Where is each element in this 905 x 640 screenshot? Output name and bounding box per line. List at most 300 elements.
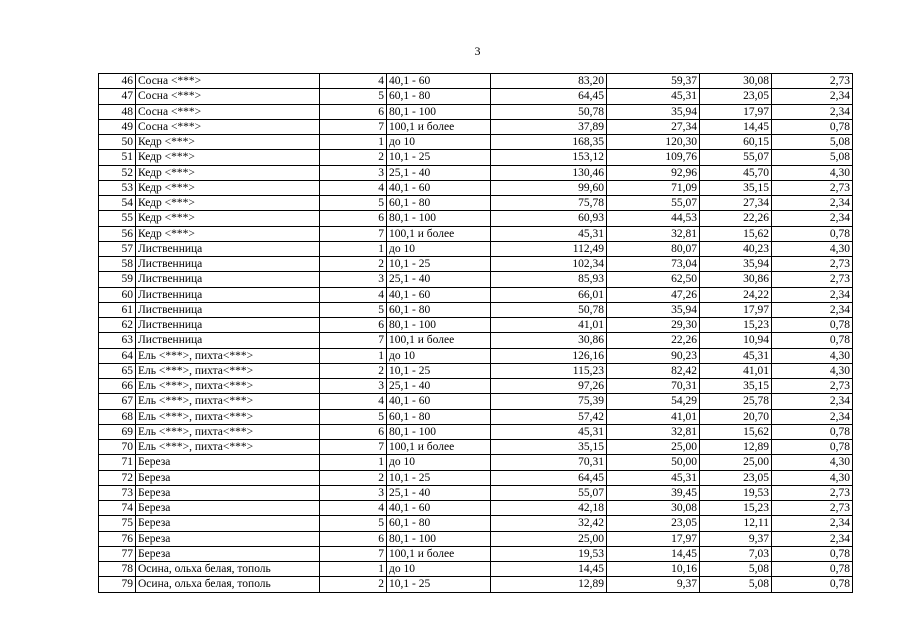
category-cell: 4 (320, 287, 387, 302)
value-1-cell: 115,23 (491, 363, 607, 378)
diameter-range-cell: 40,1 - 60 (387, 287, 491, 302)
row-number-cell: 69 (99, 424, 136, 439)
value-1-cell: 70,31 (491, 455, 607, 470)
value-1-cell: 75,39 (491, 394, 607, 409)
table-row (99, 165, 853, 180)
category-cell: 3 (320, 379, 387, 394)
value-1-cell: 83,20 (491, 74, 607, 89)
table-row (99, 302, 853, 317)
species-cell: Ель <***>, пихта<***> (136, 379, 320, 394)
value-1-cell: 32,42 (491, 516, 607, 531)
value-1-cell: 12,89 (491, 577, 607, 592)
category-cell: 7 (320, 546, 387, 561)
value-4-cell: 0,78 (772, 440, 853, 455)
value-2-cell: 10,16 (607, 562, 700, 577)
diameter-range-cell: 80,1 - 100 (387, 424, 491, 439)
row-number-cell: 62 (99, 318, 136, 333)
diameter-range-cell: 100,1 и более (387, 333, 491, 348)
value-4-cell: 4,30 (772, 363, 853, 378)
value-3-cell: 35,15 (700, 180, 772, 195)
row-number-cell: 66 (99, 379, 136, 394)
species-cell: Сосна <***> (136, 74, 320, 89)
row-number-cell: 65 (99, 363, 136, 378)
value-1-cell: 97,26 (491, 379, 607, 394)
value-1-cell: 168,35 (491, 135, 607, 150)
value-3-cell: 17,97 (700, 302, 772, 317)
value-3-cell: 35,15 (700, 379, 772, 394)
diameter-range-cell: 100,1 и более (387, 546, 491, 561)
diameter-range-cell: до 10 (387, 348, 491, 363)
category-cell: 7 (320, 440, 387, 455)
value-3-cell: 23,05 (700, 89, 772, 104)
category-cell: 6 (320, 318, 387, 333)
value-2-cell: 29,30 (607, 318, 700, 333)
table-row (99, 211, 853, 226)
species-cell: Береза (136, 485, 320, 500)
diameter-range-cell: 80,1 - 100 (387, 531, 491, 546)
row-number-cell: 72 (99, 470, 136, 485)
diameter-range-cell: 10,1 - 25 (387, 470, 491, 485)
diameter-range-cell: 100,1 и более (387, 119, 491, 134)
value-4-cell: 2,73 (772, 485, 853, 500)
value-1-cell: 55,07 (491, 485, 607, 500)
species-cell: Кедр <***> (136, 211, 320, 226)
value-1-cell: 130,46 (491, 165, 607, 180)
value-4-cell: 0,78 (772, 562, 853, 577)
species-cell: Лиственница (136, 318, 320, 333)
category-cell: 5 (320, 409, 387, 424)
row-number-cell: 74 (99, 501, 136, 516)
row-number-cell: 78 (99, 562, 136, 577)
diameter-range-cell: 10,1 - 25 (387, 363, 491, 378)
diameter-range-cell: 80,1 - 100 (387, 318, 491, 333)
value-3-cell: 25,78 (700, 394, 772, 409)
row-number-cell: 73 (99, 485, 136, 500)
category-cell: 6 (320, 424, 387, 439)
value-2-cell: 27,34 (607, 119, 700, 134)
value-3-cell: 45,70 (700, 165, 772, 180)
value-3-cell: 41,01 (700, 363, 772, 378)
row-number-cell: 52 (99, 165, 136, 180)
value-1-cell: 66,01 (491, 287, 607, 302)
value-3-cell: 5,08 (700, 562, 772, 577)
row-number-cell: 54 (99, 196, 136, 211)
table-row (99, 394, 853, 409)
diameter-range-cell: 60,1 - 80 (387, 409, 491, 424)
value-3-cell: 55,07 (700, 150, 772, 165)
value-3-cell: 10,94 (700, 333, 772, 348)
value-2-cell: 35,94 (607, 302, 700, 317)
value-4-cell: 2,34 (772, 394, 853, 409)
value-2-cell: 44,53 (607, 211, 700, 226)
value-4-cell: 0,78 (772, 424, 853, 439)
value-3-cell: 20,70 (700, 409, 772, 424)
table-row (99, 89, 853, 104)
value-3-cell: 7,03 (700, 546, 772, 561)
diameter-range-cell: до 10 (387, 241, 491, 256)
category-cell: 4 (320, 394, 387, 409)
row-number-cell: 61 (99, 302, 136, 317)
row-number-cell: 75 (99, 516, 136, 531)
table-row (99, 348, 853, 363)
value-3-cell: 15,62 (700, 226, 772, 241)
value-1-cell: 153,12 (491, 150, 607, 165)
value-1-cell: 45,31 (491, 424, 607, 439)
species-cell: Лиственница (136, 302, 320, 317)
species-cell: Ель <***>, пихта<***> (136, 348, 320, 363)
value-3-cell: 27,34 (700, 196, 772, 211)
value-4-cell: 5,08 (772, 150, 853, 165)
value-1-cell: 37,89 (491, 119, 607, 134)
value-4-cell: 4,30 (772, 165, 853, 180)
species-cell: Ель <***>, пихта<***> (136, 409, 320, 424)
species-cell: Лиственница (136, 257, 320, 272)
value-4-cell: 2,73 (772, 180, 853, 195)
value-2-cell: 32,81 (607, 424, 700, 439)
value-1-cell: 35,15 (491, 440, 607, 455)
species-cell: Лиственница (136, 333, 320, 348)
row-number-cell: 76 (99, 531, 136, 546)
diameter-range-cell: 10,1 - 25 (387, 577, 491, 592)
species-cell: Осина, ольха белая, тополь (136, 577, 320, 592)
species-cell: Кедр <***> (136, 135, 320, 150)
value-4-cell: 2,73 (772, 257, 853, 272)
value-2-cell: 92,96 (607, 165, 700, 180)
value-2-cell: 35,94 (607, 104, 700, 119)
value-1-cell: 75,78 (491, 196, 607, 211)
row-number-cell: 53 (99, 180, 136, 195)
row-number-cell: 57 (99, 241, 136, 256)
value-4-cell: 2,34 (772, 287, 853, 302)
diameter-range-cell: до 10 (387, 455, 491, 470)
category-cell: 1 (320, 135, 387, 150)
category-cell: 3 (320, 165, 387, 180)
page-number: 3 (474, 44, 481, 58)
table-row (99, 318, 853, 333)
table-row (99, 501, 853, 516)
value-4-cell: 2,73 (772, 74, 853, 89)
row-number-cell: 60 (99, 287, 136, 302)
category-cell: 2 (320, 363, 387, 378)
table-row (99, 226, 853, 241)
row-number-cell: 64 (99, 348, 136, 363)
value-1-cell: 112,49 (491, 241, 607, 256)
diameter-range-cell: до 10 (387, 135, 491, 150)
table-row (99, 409, 853, 424)
row-number-cell: 56 (99, 226, 136, 241)
value-2-cell: 71,09 (607, 180, 700, 195)
species-cell: Береза (136, 501, 320, 516)
value-3-cell: 35,94 (700, 257, 772, 272)
value-1-cell: 64,45 (491, 89, 607, 104)
value-4-cell: 4,30 (772, 241, 853, 256)
species-cell: Береза (136, 516, 320, 531)
value-4-cell: 0,78 (772, 318, 853, 333)
row-number-cell: 63 (99, 333, 136, 348)
category-cell: 5 (320, 516, 387, 531)
value-2-cell: 23,05 (607, 516, 700, 531)
species-cell: Кедр <***> (136, 150, 320, 165)
value-2-cell: 70,31 (607, 379, 700, 394)
diameter-range-cell: 60,1 - 80 (387, 516, 491, 531)
value-3-cell: 30,86 (700, 272, 772, 287)
value-4-cell: 2,34 (772, 409, 853, 424)
value-2-cell: 39,45 (607, 485, 700, 500)
diameter-range-cell: 10,1 - 25 (387, 257, 491, 272)
species-cell: Сосна <***> (136, 119, 320, 134)
value-4-cell: 4,30 (772, 455, 853, 470)
category-cell: 5 (320, 89, 387, 104)
table-row (99, 287, 853, 302)
value-2-cell: 14,45 (607, 546, 700, 561)
value-3-cell: 23,05 (700, 470, 772, 485)
value-4-cell: 2,34 (772, 211, 853, 226)
value-1-cell: 41,01 (491, 318, 607, 333)
table-row (99, 333, 853, 348)
diameter-range-cell: 40,1 - 60 (387, 501, 491, 516)
value-1-cell: 14,45 (491, 562, 607, 577)
species-cell: Сосна <***> (136, 104, 320, 119)
row-number-cell: 59 (99, 272, 136, 287)
species-cell: Береза (136, 455, 320, 470)
value-2-cell: 22,26 (607, 333, 700, 348)
value-2-cell: 120,30 (607, 135, 700, 150)
value-2-cell: 109,76 (607, 150, 700, 165)
table-row (99, 119, 853, 134)
species-cell: Лиственница (136, 287, 320, 302)
category-cell: 7 (320, 226, 387, 241)
value-1-cell: 60,93 (491, 211, 607, 226)
value-2-cell: 62,50 (607, 272, 700, 287)
diameter-range-cell: 80,1 - 100 (387, 104, 491, 119)
category-cell: 1 (320, 562, 387, 577)
species-cell: Береза (136, 546, 320, 561)
value-3-cell: 12,89 (700, 440, 772, 455)
table-row (99, 74, 853, 89)
table-row (99, 272, 853, 287)
value-3-cell: 17,97 (700, 104, 772, 119)
value-2-cell: 59,37 (607, 74, 700, 89)
value-4-cell: 2,34 (772, 516, 853, 531)
table-row (99, 241, 853, 256)
row-number-cell: 51 (99, 150, 136, 165)
diameter-range-cell: 60,1 - 80 (387, 196, 491, 211)
category-cell: 6 (320, 104, 387, 119)
category-cell: 7 (320, 333, 387, 348)
category-cell: 2 (320, 577, 387, 592)
category-cell: 4 (320, 501, 387, 516)
species-cell: Лиственница (136, 241, 320, 256)
category-cell: 5 (320, 196, 387, 211)
diameter-range-cell: до 10 (387, 562, 491, 577)
row-number-cell: 67 (99, 394, 136, 409)
species-cell: Кедр <***> (136, 180, 320, 195)
row-number-cell: 71 (99, 455, 136, 470)
value-3-cell: 30,08 (700, 74, 772, 89)
value-1-cell: 50,78 (491, 302, 607, 317)
value-2-cell: 41,01 (607, 409, 700, 424)
table-row (99, 546, 853, 561)
row-number-cell: 50 (99, 135, 136, 150)
value-2-cell: 73,04 (607, 257, 700, 272)
value-4-cell: 0,78 (772, 546, 853, 561)
category-cell: 3 (320, 485, 387, 500)
value-4-cell: 2,73 (772, 379, 853, 394)
value-4-cell: 2,73 (772, 272, 853, 287)
value-3-cell: 25,00 (700, 455, 772, 470)
value-4-cell: 2,34 (772, 196, 853, 211)
value-1-cell: 30,86 (491, 333, 607, 348)
category-cell: 4 (320, 180, 387, 195)
table-row (99, 516, 853, 531)
value-3-cell: 24,22 (700, 287, 772, 302)
table-row (99, 531, 853, 546)
species-cell: Сосна <***> (136, 89, 320, 104)
species-cell: Кедр <***> (136, 196, 320, 211)
value-4-cell: 2,34 (772, 302, 853, 317)
value-4-cell: 2,34 (772, 531, 853, 546)
value-4-cell: 2,34 (772, 104, 853, 119)
value-4-cell: 0,78 (772, 333, 853, 348)
value-4-cell: 4,30 (772, 348, 853, 363)
value-3-cell: 9,37 (700, 531, 772, 546)
row-number-cell: 46 (99, 74, 136, 89)
value-3-cell: 45,31 (700, 348, 772, 363)
species-cell: Осина, ольха белая, тополь (136, 562, 320, 577)
value-2-cell: 82,42 (607, 363, 700, 378)
value-3-cell: 14,45 (700, 119, 772, 134)
value-1-cell: 99,60 (491, 180, 607, 195)
value-1-cell: 126,16 (491, 348, 607, 363)
value-1-cell: 102,34 (491, 257, 607, 272)
row-number-cell: 48 (99, 104, 136, 119)
value-2-cell: 55,07 (607, 196, 700, 211)
value-2-cell: 17,97 (607, 531, 700, 546)
value-1-cell: 25,00 (491, 531, 607, 546)
table-row (99, 470, 853, 485)
row-number-cell: 68 (99, 409, 136, 424)
table-row (99, 485, 853, 500)
value-2-cell: 54,29 (607, 394, 700, 409)
table-row (99, 104, 853, 119)
value-1-cell: 45,31 (491, 226, 607, 241)
row-number-cell: 49 (99, 119, 136, 134)
diameter-range-cell: 40,1 - 60 (387, 180, 491, 195)
value-3-cell: 40,23 (700, 241, 772, 256)
row-number-cell: 70 (99, 440, 136, 455)
value-4-cell: 0,78 (772, 226, 853, 241)
value-3-cell: 15,23 (700, 318, 772, 333)
table-row (99, 150, 853, 165)
species-cell: Кедр <***> (136, 226, 320, 241)
value-2-cell: 50,00 (607, 455, 700, 470)
diameter-range-cell: 80,1 - 100 (387, 211, 491, 226)
category-cell: 1 (320, 455, 387, 470)
row-number-cell: 58 (99, 257, 136, 272)
value-3-cell: 60,15 (700, 135, 772, 150)
species-cell: Лиственница (136, 272, 320, 287)
value-2-cell: 32,81 (607, 226, 700, 241)
value-2-cell: 25,00 (607, 440, 700, 455)
value-3-cell: 19,53 (700, 485, 772, 500)
value-2-cell: 47,26 (607, 287, 700, 302)
category-cell: 2 (320, 257, 387, 272)
value-4-cell: 4,30 (772, 470, 853, 485)
value-3-cell: 15,62 (700, 424, 772, 439)
species-cell: Береза (136, 531, 320, 546)
value-2-cell: 90,23 (607, 348, 700, 363)
row-number-cell: 77 (99, 546, 136, 561)
diameter-range-cell: 25,1 - 40 (387, 379, 491, 394)
category-cell: 4 (320, 74, 387, 89)
value-2-cell: 80,07 (607, 241, 700, 256)
diameter-range-cell: 40,1 - 60 (387, 74, 491, 89)
table-row (99, 424, 853, 439)
table-row (99, 180, 853, 195)
value-4-cell: 0,78 (772, 119, 853, 134)
category-cell: 3 (320, 272, 387, 287)
value-3-cell: 22,26 (700, 211, 772, 226)
diameter-range-cell: 40,1 - 60 (387, 394, 491, 409)
row-number-cell: 79 (99, 577, 136, 592)
value-2-cell: 45,31 (607, 89, 700, 104)
value-4-cell: 0,78 (772, 577, 853, 592)
value-2-cell: 9,37 (607, 577, 700, 592)
value-3-cell: 12,11 (700, 516, 772, 531)
value-1-cell: 64,45 (491, 470, 607, 485)
value-3-cell: 15,23 (700, 501, 772, 516)
diameter-range-cell: 60,1 - 80 (387, 89, 491, 104)
table-row (99, 562, 853, 577)
diameter-range-cell: 25,1 - 40 (387, 272, 491, 287)
diameter-range-cell: 60,1 - 80 (387, 302, 491, 317)
value-1-cell: 57,42 (491, 409, 607, 424)
category-cell: 1 (320, 348, 387, 363)
value-1-cell: 50,78 (491, 104, 607, 119)
table-row (99, 379, 853, 394)
species-cell: Ель <***>, пихта<***> (136, 424, 320, 439)
diameter-range-cell: 100,1 и более (387, 440, 491, 455)
value-2-cell: 45,31 (607, 470, 700, 485)
diameter-range-cell: 25,1 - 40 (387, 485, 491, 500)
diameter-range-cell: 25,1 - 40 (387, 165, 491, 180)
table-row (99, 577, 853, 592)
table-row (99, 257, 853, 272)
species-cell: Кедр <***> (136, 165, 320, 180)
category-cell: 2 (320, 150, 387, 165)
value-1-cell: 19,53 (491, 546, 607, 561)
value-4-cell: 2,34 (772, 89, 853, 104)
value-2-cell: 30,08 (607, 501, 700, 516)
value-4-cell: 5,08 (772, 135, 853, 150)
species-cell: Ель <***>, пихта<***> (136, 440, 320, 455)
species-cell: Береза (136, 470, 320, 485)
category-cell: 7 (320, 119, 387, 134)
species-cell: Ель <***>, пихта<***> (136, 363, 320, 378)
diameter-range-cell: 100,1 и более (387, 226, 491, 241)
table-row (99, 455, 853, 470)
table-body (99, 74, 853, 593)
row-number-cell: 47 (99, 89, 136, 104)
diameter-range-cell: 10,1 - 25 (387, 150, 491, 165)
category-cell: 2 (320, 470, 387, 485)
category-cell: 6 (320, 531, 387, 546)
value-3-cell: 5,08 (700, 577, 772, 592)
category-cell: 5 (320, 302, 387, 317)
rates-table (98, 73, 853, 593)
value-1-cell: 85,93 (491, 272, 607, 287)
row-number-cell: 55 (99, 211, 136, 226)
